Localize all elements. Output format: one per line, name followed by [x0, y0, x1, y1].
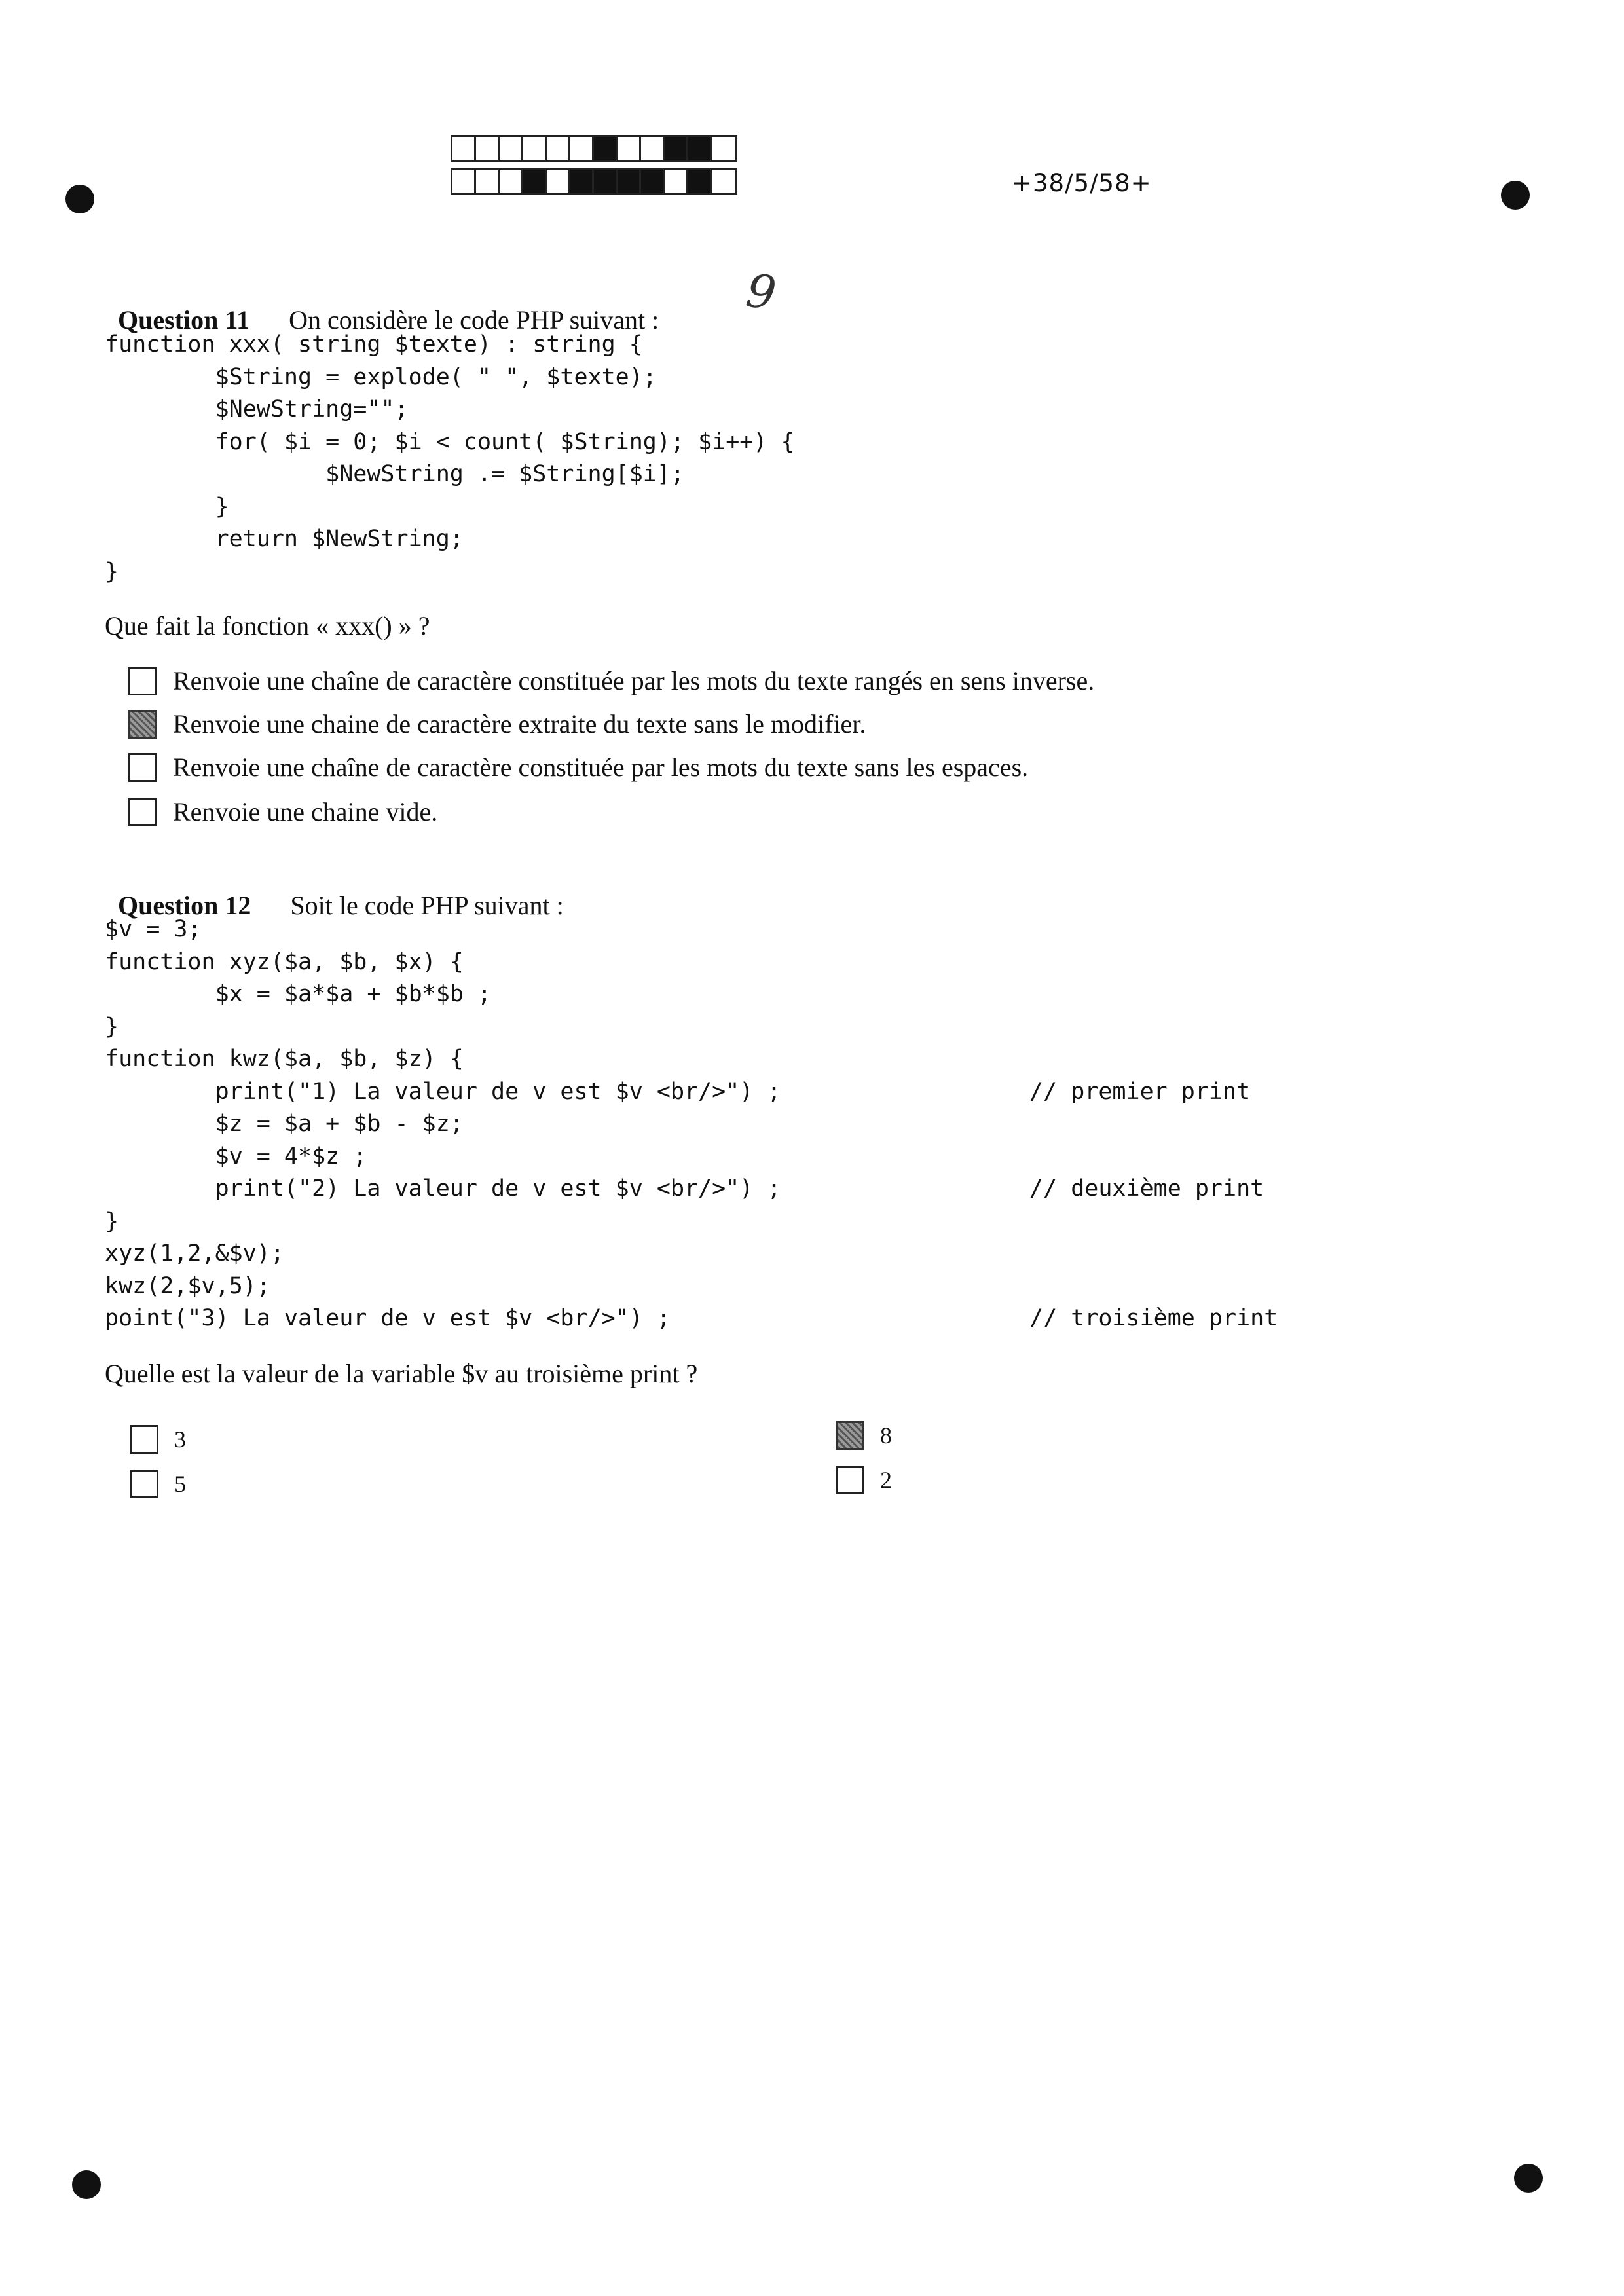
code-line: [105, 1043, 781, 1076]
choice-label: 2: [880, 1467, 892, 1493]
checkbox[interactable]: [128, 710, 157, 739]
barcode-cell: [712, 170, 735, 193]
code-line: [105, 1238, 781, 1270]
code-text: print("2) La valeur de v est $v <br/>") ;: [105, 1176, 781, 1202]
page-barcode-row-2: [451, 168, 737, 195]
code-line: [105, 946, 781, 979]
barcode-cell: [618, 137, 641, 160]
question-11-header: [105, 274, 659, 335]
code-line: $NewString="";: [105, 396, 409, 422]
code-text: }: [105, 1208, 119, 1234]
checkbox[interactable]: [130, 1470, 158, 1498]
question-11-choice-3[interactable]: [128, 752, 1028, 783]
code-text: $z = $a + $b - $z;: [105, 1111, 464, 1137]
checkbox[interactable]: [836, 1421, 864, 1450]
code-text: $v = 3;: [105, 916, 202, 942]
code-line: function xxx( string $texte) : string {: [105, 331, 643, 358]
barcode-cell: [500, 137, 523, 160]
barcode-cell: [618, 170, 641, 193]
code-line: $String = explode( " ", $texte);: [105, 363, 657, 390]
handwritten-grade-mark: 9: [743, 263, 780, 321]
barcode-cell: [523, 137, 547, 160]
barcode-cell: [594, 137, 618, 160]
code-comment: // troisième print: [1029, 1305, 1278, 1331]
code-text: $v = 4*$z ;: [105, 1143, 367, 1170]
registration-mark-bottom-left: [72, 2170, 101, 2199]
registration-mark-top-right: [1501, 181, 1530, 210]
code-line: [105, 1270, 781, 1303]
code-text: function kwz($a, $b, $z) {: [105, 1046, 464, 1072]
code-line: }: [105, 493, 229, 520]
code-line: for( $i = 0; $i < count( $String); $i++) {: [105, 428, 795, 455]
page-barcode-row-1: [451, 135, 737, 162]
checkbox[interactable]: [128, 798, 157, 826]
checkbox[interactable]: [128, 753, 157, 782]
question-12-choice-1[interactable]: [130, 1425, 186, 1454]
choice-label: 5: [174, 1471, 186, 1497]
code-text: point("3) La valeur de v est $v <br/>") ;: [105, 1305, 671, 1331]
code-text: }: [105, 1013, 119, 1040]
code-line: [105, 1076, 1251, 1109]
question-12-header: [105, 859, 564, 921]
code-line: [105, 1108, 781, 1141]
registration-mark-top-left: [65, 185, 94, 213]
question-number: Question 12: [118, 891, 251, 920]
barcode-cell: [570, 170, 594, 193]
code-line: return $NewString;: [105, 526, 464, 552]
code-line: [105, 1011, 781, 1044]
barcode-cell: [500, 170, 523, 193]
question-12-choice-4[interactable]: [836, 1466, 892, 1494]
question-statement: Soit le code PHP suivant :: [290, 891, 564, 920]
code-text: print("1) La valeur de v est $v <br/>") ;: [105, 1078, 781, 1105]
barcode-cell: [688, 137, 712, 160]
barcode-cell: [476, 137, 500, 160]
checkbox[interactable]: [836, 1466, 864, 1494]
choice-label: Renvoie une chaine vide.: [173, 797, 438, 826]
barcode-cell: [665, 170, 688, 193]
question-12-choice-3[interactable]: [836, 1421, 892, 1450]
code-line: [105, 978, 781, 1011]
barcode-cell: [594, 170, 618, 193]
code-line: [105, 914, 781, 946]
code-line: $NewString .= $String[$i];: [105, 461, 685, 487]
question-12-choice-2[interactable]: [130, 1470, 186, 1498]
barcode-cell: [712, 137, 735, 160]
page-id: +38/5/58+: [1012, 169, 1152, 197]
question-12-code-block: [105, 914, 1278, 1335]
code-text: xyz(1,2,&$v);: [105, 1240, 284, 1267]
question-11-choice-1[interactable]: [128, 665, 1094, 696]
choice-label: Renvoie une chaîne de caractère constituée par les mots du texte sans les espaces.: [173, 752, 1029, 782]
code-line: [105, 1206, 781, 1238]
question-11-code-block: [105, 329, 795, 588]
code-comment: // premier print: [1029, 1078, 1251, 1105]
question-11-choice-2[interactable]: [128, 709, 866, 739]
code-line: [105, 1173, 1264, 1206]
code-line: }: [105, 558, 119, 585]
question-11-choice-4[interactable]: [128, 796, 437, 827]
code-line: [105, 1303, 1278, 1335]
choice-label: 8: [880, 1422, 892, 1449]
choice-label: 3: [174, 1426, 186, 1453]
barcode-cell: [523, 170, 547, 193]
barcode-cell: [452, 137, 476, 160]
barcode-cell: [688, 170, 712, 193]
barcode-cell: [476, 170, 500, 193]
question-statement: On considère le code PHP suivant :: [289, 305, 659, 335]
code-text: kwz(2,$v,5);: [105, 1272, 270, 1299]
barcode-cell: [547, 137, 570, 160]
checkbox[interactable]: [130, 1425, 158, 1454]
barcode-cell: [547, 170, 570, 193]
choice-label: Renvoie une chaîne de caractère constituée par les mots du texte rangés en sens inverse.: [173, 666, 1095, 695]
code-text: function xyz($a, $b, $x) {: [105, 948, 464, 975]
code-comment: // deuxième print: [1029, 1176, 1264, 1202]
barcode-cell: [452, 170, 476, 193]
barcode-cell: [665, 137, 688, 160]
registration-mark-bottom-right: [1514, 2164, 1543, 2193]
question-12-prompt: Quelle est la valeur de la variable $v au troisième print ?: [105, 1359, 698, 1388]
barcode-cell: [641, 137, 665, 160]
question-11-prompt: Que fait la fonction « xxx() » ?: [105, 611, 430, 640]
choice-label: Renvoie une chaine de caractère extraite du texte sans le modifier.: [173, 709, 866, 739]
code-line: [105, 1141, 781, 1174]
barcode-cell: [641, 170, 665, 193]
question-number: Question 11: [118, 305, 250, 335]
checkbox[interactable]: [128, 667, 157, 695]
code-text: $x = $a*$a + $b*$b ;: [105, 981, 492, 1007]
barcode-cell: [570, 137, 594, 160]
